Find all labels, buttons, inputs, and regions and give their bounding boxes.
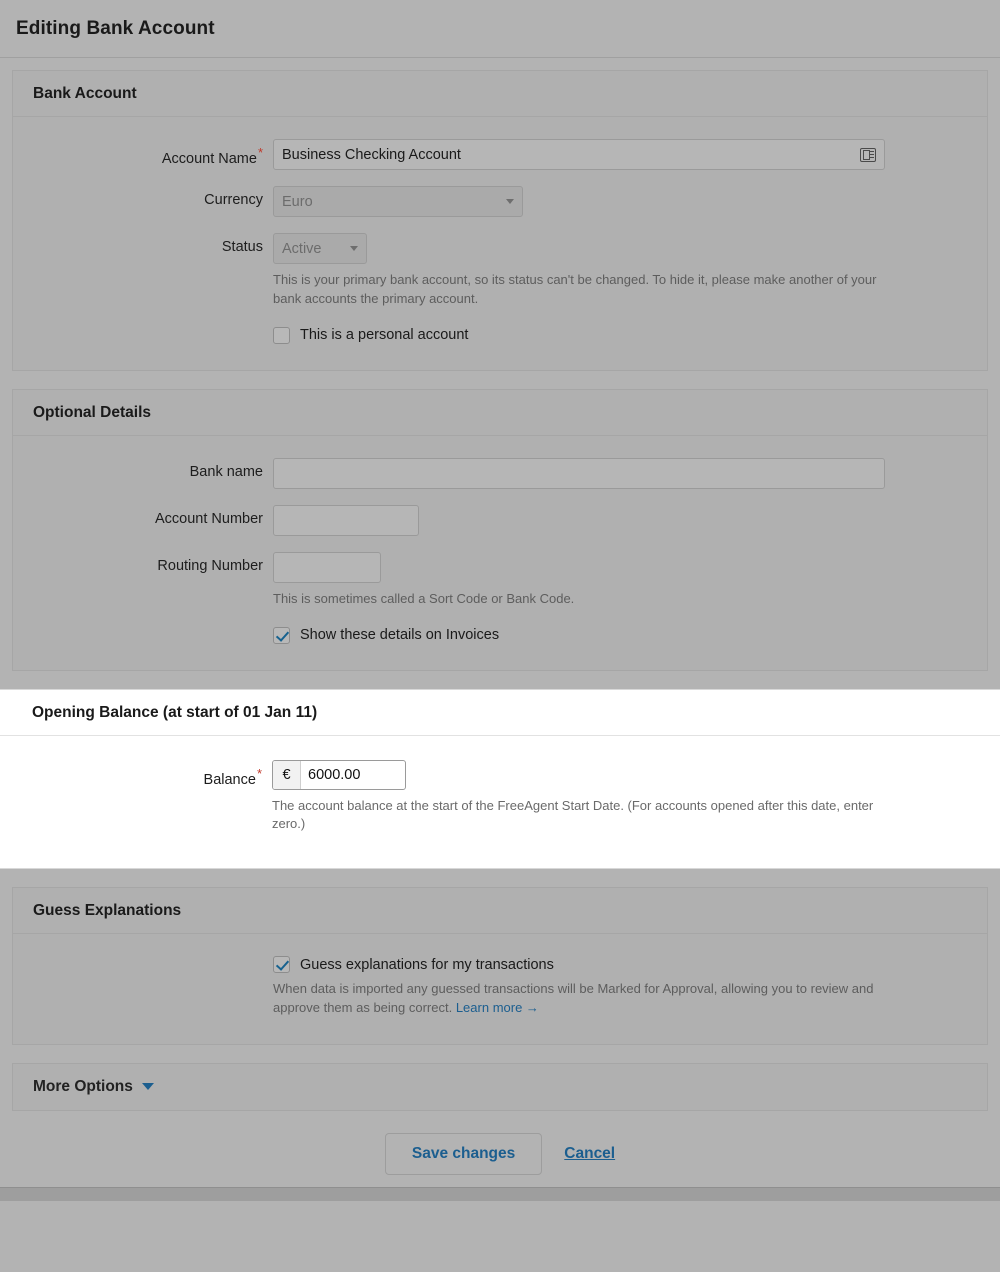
guess-explanations-checkbox[interactable] (273, 956, 290, 973)
guess-explanations-hint (273, 980, 888, 1018)
balance-field (272, 760, 980, 835)
show-details-label: Show these details on Invoices (300, 627, 500, 644)
panel-optional-details (12, 389, 988, 671)
routing-number-label: Routing Number (157, 557, 263, 574)
cancel-button[interactable]: Cancel (564, 1144, 616, 1162)
row-guess-explanations (33, 956, 967, 1018)
panel-bank-account-title: Bank Account (13, 71, 987, 117)
bank-name-input[interactable] (273, 458, 885, 489)
status-label: Status (221, 239, 263, 255)
status-hint: This is your primary bank account, so its status can't be changed. To hide it, please make another of your bank accounts the primary account. (273, 272, 877, 306)
status-select-value: Active (282, 240, 322, 257)
bank-name-field (273, 458, 967, 489)
status-field (273, 233, 967, 344)
row-routing-number (33, 552, 967, 644)
guess-explanations-field (273, 956, 967, 1018)
save-changes-button[interactable]: Save changes (385, 1133, 542, 1175)
guess-explanations-checkbox-row[interactable] (273, 956, 967, 973)
currency-select-value: Euro (282, 193, 313, 210)
page-header (0, 0, 1000, 58)
row-bank-name (33, 458, 967, 489)
account-name-label-text: Account Name (161, 150, 257, 167)
personal-account-checkbox-row[interactable] (273, 327, 967, 344)
panel-guess-explanations-title: Guess Explanations (13, 888, 987, 934)
required-marker: * (256, 765, 262, 781)
panel-guess-explanations-body (13, 934, 987, 1044)
chevron-down-icon (506, 199, 514, 204)
guess-explanations-hint-text: When data is imported any guessed transactions will be Marked for Approval, allowing you to review and approve them as being correct. (273, 981, 874, 1016)
panel-bank-account (12, 70, 988, 371)
currency-select[interactable] (273, 186, 523, 217)
row-balance (32, 760, 980, 835)
routing-number-field (273, 552, 967, 644)
panel-optional-details-body (13, 436, 987, 670)
row-account-name (33, 139, 967, 170)
account-number-field (273, 505, 967, 536)
chevron-down-icon (142, 1083, 154, 1090)
routing-number-hint: This is sometimes called a Sort Code or Bank Code. (273, 590, 575, 606)
guess-explanations-label: Guess explanations for my transactions (300, 956, 554, 973)
account-name-field (273, 139, 967, 170)
personal-account-checkbox[interactable] (273, 327, 290, 344)
account-name-input[interactable] (273, 139, 885, 170)
panel-optional-details-title: Optional Details (13, 390, 987, 436)
balance-input-value[interactable]: 6000.00 (308, 766, 361, 783)
currency-field (273, 186, 967, 217)
account-name-label (33, 139, 273, 167)
panel-opening-balance (0, 689, 1000, 870)
show-details-checkbox-row[interactable] (273, 627, 967, 644)
panel-opening-balance-body (0, 736, 1000, 869)
bank-name-label: Bank name (189, 463, 263, 480)
chevron-down-icon (350, 246, 358, 251)
account-number-input[interactable] (273, 505, 419, 536)
more-options-label: More Options (33, 1077, 133, 1095)
account-name-input-value: Business Checking Account (282, 146, 461, 163)
balance-hint: The account balance at the start of the FreeAgent Start Date. (For accounts opened after this date, enter zero.) (272, 797, 874, 832)
page-title: Editing Bank Account (16, 17, 215, 39)
row-currency (33, 186, 967, 217)
panel-bank-account-body (13, 117, 987, 370)
guess-explanations-spacer (33, 956, 273, 962)
more-options-toggle[interactable] (12, 1063, 988, 1111)
bottom-bar (0, 1187, 1000, 1201)
balance-label (32, 760, 272, 788)
panel-guess-explanations (12, 887, 988, 1045)
row-status (33, 233, 967, 344)
learn-more-link[interactable]: Learn more → (455, 1000, 539, 1016)
row-account-number (33, 505, 967, 536)
show-details-checkbox[interactable] (273, 627, 290, 644)
address-card-icon[interactable] (860, 148, 876, 162)
required-marker: * (257, 145, 263, 160)
account-number-label: Account Number (155, 510, 263, 527)
form-content (0, 58, 1000, 1201)
currency-symbol: € (273, 761, 301, 789)
status-select[interactable] (273, 233, 367, 264)
currency-label: Currency (204, 192, 263, 208)
balance-label-text: Balance (203, 771, 256, 788)
personal-account-label: This is a personal account (300, 327, 469, 344)
balance-input-group[interactable] (272, 760, 406, 790)
panel-opening-balance-title: Opening Balance (at start of 01 Jan 11) (0, 690, 1000, 736)
routing-number-input[interactable] (273, 552, 381, 583)
